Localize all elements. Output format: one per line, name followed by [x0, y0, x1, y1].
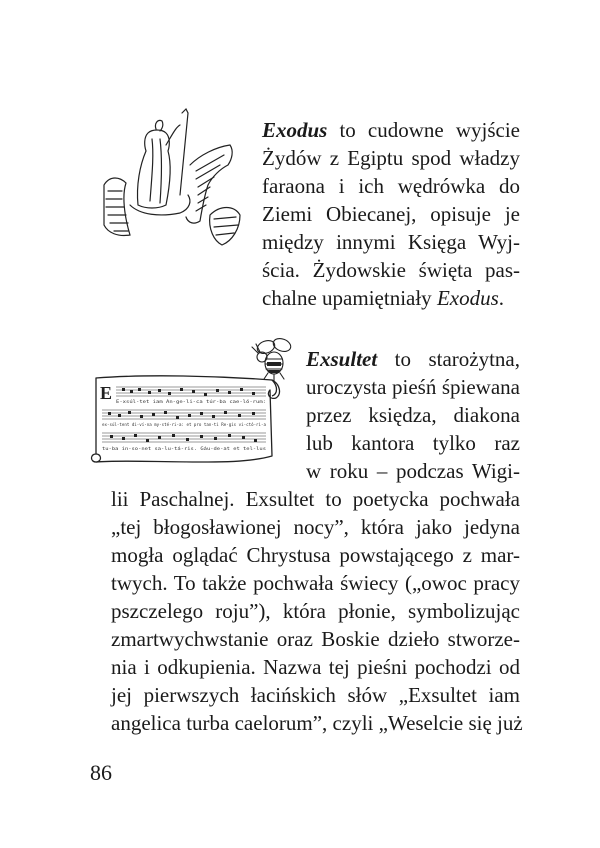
exsultet-line-12: nia i odkupienia. Nazwa tej pieśni pochodzi od — [111, 655, 520, 679]
exsultet-line-6: lii Paschalnej. Exsultet to poetycka pochwała — [111, 487, 520, 511]
exsultet-line-3: przez księdza, diakona — [306, 403, 520, 427]
exodus-line-5: między innymi Księga Wyj- — [262, 230, 520, 254]
exodus-line-4: Ziemi Obiecanej, opisuje je — [262, 202, 520, 226]
exodus-line-2: Żydów z Egiptu spod władzy — [262, 146, 520, 170]
exsultet-line-9: twych. To także pochwała świecy („owoc pracy — [111, 571, 520, 595]
exsultet-line-14: angelica turba caelorum”, czyli „Weselcie się już — [111, 711, 523, 735]
exsultet-line-7: „tej błogosławionej nocy”, która jako jedyna — [111, 515, 520, 539]
exsultet-line-5: w roku – podczas Wigi- — [306, 459, 520, 483]
exodus-line-7: chalne upamiętniały Exodus. — [262, 286, 505, 310]
exodus-line-1: Exodus to cudowne wyjście — [262, 118, 520, 142]
scroll-lyric-1: E-xsúl-tet iam An-ge-li-ca túr-ba cae-ló-rum: — [116, 399, 266, 404]
exsultet-line-2: uroczysta pieśń śpiewana — [306, 375, 520, 399]
page-number: 86 — [90, 760, 112, 785]
scroll-lyric-3: tu-ba ín-so-net sa-lu-tá-ris. Gáu-de-at et tel-lus — [102, 446, 267, 451]
chant-scroll-illustration — [88, 370, 290, 470]
exsultet-line-1: Exsultet to starożytna, — [306, 347, 520, 371]
moses-illustration — [100, 105, 250, 255]
exsultet-line-11: zmartwychwstanie oraz Boskie dzieło stworze- — [111, 627, 520, 651]
exsultet-line-4: lub kantora tylko raz — [306, 431, 520, 455]
scroll-lyric-2: ex-súl-tent di-ví-na my-sté-ri-a: et pro tan-ti Re-gis vi-ctó-ri-a — [102, 422, 267, 427]
exsultet-line-10: pszczelego roju”), która płonie, symbolizując — [111, 599, 520, 623]
scroll-initial: E — [100, 383, 113, 403]
exodus-line-6: ścia. Żydowskie święta pas- — [262, 258, 520, 282]
exsultet-line-13: jej pierwszych łacińskich słów „Exsultet iam — [111, 683, 520, 707]
exodus-line-3: faraona i ich wędrówka do — [262, 174, 520, 198]
exodus-term: Exodus — [262, 118, 328, 142]
exsultet-line-8: mogła oglądać Chrystusa powstającego z mar- — [111, 543, 520, 567]
exsultet-term: Exsultet — [306, 347, 378, 371]
exodus-term-end: Exodus — [436, 286, 499, 310]
